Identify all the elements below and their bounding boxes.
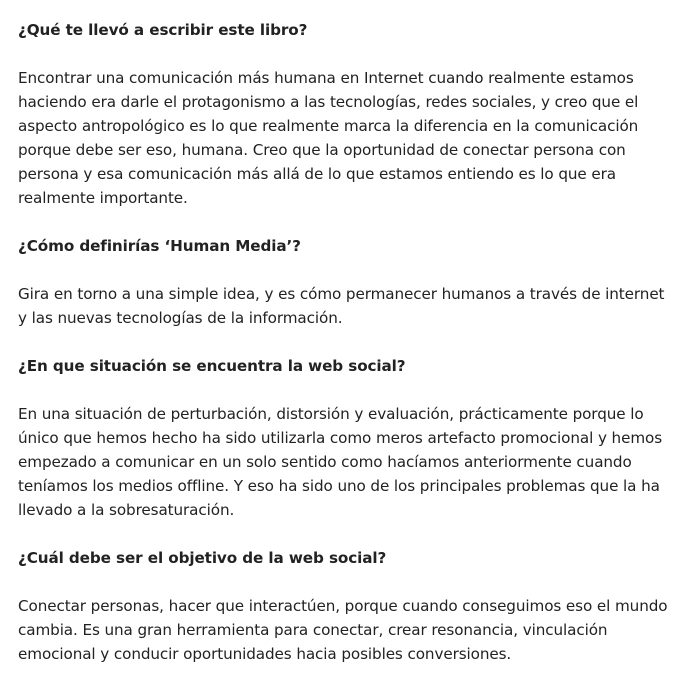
answer-paragraph: Conectar personas, hacer que interactúen, porque cuando conseguimos eso el mundo cambia. Es una gran herramienta para conectar, crear resonancia, vinculación emocional y conducir oportunidades hacia posibles conversiones. — [18, 597, 668, 663]
qa-block-1 — [18, 18, 668, 210]
answer-paragraph: Gira en torno a una simple idea, y es cómo permanecer humanos a través de internet y las nuevas tecnologías de la información. — [18, 285, 665, 327]
question-heading: ¿Cómo definirías ‘Human Media’? — [18, 237, 301, 255]
question-heading: ¿Cuál debe ser el objetivo de la web social? — [18, 549, 387, 567]
answer-paragraph: En una situación de perturbación, distorsión y evaluación, prácticamente porque lo único que hemos hecho ha sido utilizarla como meros artefacto promocional y hemos empezado a comunicar en un solo sentido como hacíamos anteriormente cuando teníamos los medios offline. Y eso ha sido uno de los principales problemas que la ha llevado a la sobresaturación. — [18, 405, 663, 519]
qa-block-2 — [18, 234, 668, 330]
qa-block-4 — [18, 546, 668, 666]
answer-paragraph: Encontrar una comunicación más humana en Internet cuando realmente estamos haciendo era darle el protagonismo a las tecnologías, redes sociales, y creo que el aspecto antropológico es lo que realmente marca la diferencia en la comunicación porque debe ser eso, humana. Creo que la oportunidad de conectar persona con persona y esa comunicación más allá de lo que estamos entiendo es lo que era realmente importante. — [18, 69, 639, 207]
qa-block-3 — [18, 354, 668, 522]
interview-article — [0, 18, 668, 666]
question-heading: ¿En que situación se encuentra la web social? — [18, 357, 406, 375]
question-heading: ¿Qué te llevó a escribir este libro? — [18, 21, 308, 39]
